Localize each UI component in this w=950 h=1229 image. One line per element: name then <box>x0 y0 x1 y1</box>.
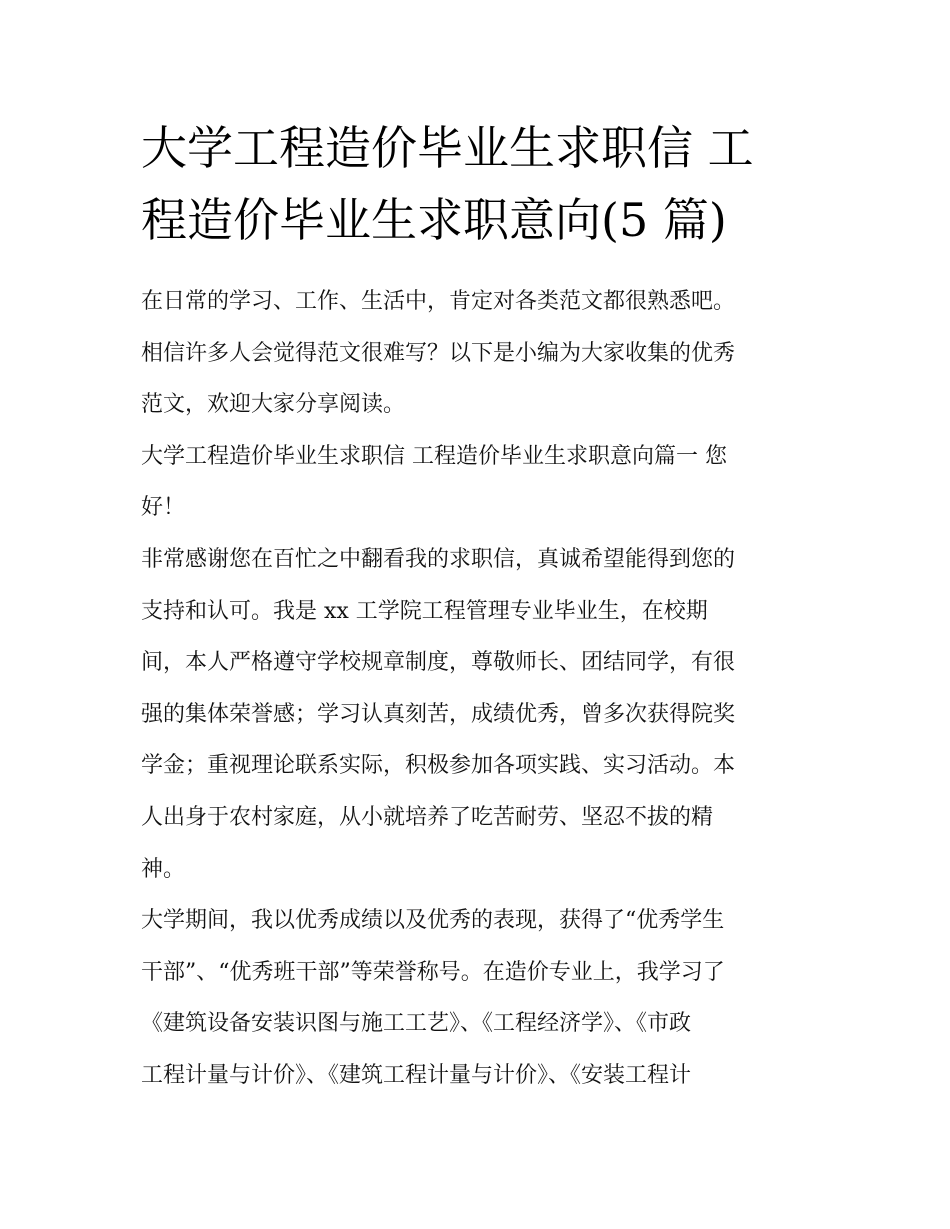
body-line: 干部”、“优秀班干部”等荣誉称号。在造价专业上，我学习了 <box>141 959 725 985</box>
body-line: 大学期间，我以优秀成绩以及优秀的表现，获得了“优秀学生 <box>141 908 725 934</box>
title-line: 程造价毕业生求职意向(5 篇) <box>141 193 727 247</box>
body-line: 人出身于农村家庭，从小就培养了吃苦耐劳、坚忍不拔的精 <box>141 804 714 830</box>
body-line: 相信许多人会觉得范文很难写？以下是小编为大家收集的优秀 <box>141 340 736 366</box>
body-line: 范文，欢迎大家分享阅读。 <box>141 392 406 418</box>
body-line: 间，本人严格遵守学校规章制度，尊敬师长、团结同学，有很 <box>141 650 736 676</box>
body-line: 《建筑设备安装识图与施工工艺》、《工程经济学》、《市政 <box>141 1011 692 1037</box>
document-body <box>141 276 821 1102</box>
body-line: 在日常的学习、工作、生活中，肯定对各类范文都很熟悉吧。 <box>141 289 736 314</box>
body-line: 学金；重视理论联系实际，积极参加各项实践、实习活动。本 <box>141 753 736 779</box>
body-line: 非常感谢您在百忙之中翻看我的求职信，真诚希望能得到您的 <box>141 546 736 572</box>
body-line: 工程计量与计价》、《建筑工程计量与计价》、《安装工程计 <box>141 1062 692 1088</box>
title-line: 大学工程造价毕业生求职信 工 <box>141 121 754 175</box>
body-line: 强的集体荣誉感；学习认真刻苦，成绩优秀，曾多次获得院奖 <box>141 701 736 727</box>
body-line: 好！ <box>141 495 186 521</box>
body-line: 支持和认可。我是 xx 工学院工程管理专业毕业生，在校期 <box>141 598 708 624</box>
body-line: 大学工程造价毕业生求职信 工程造价毕业生求职意向篇一 您 <box>141 443 727 469</box>
document-title <box>141 112 821 256</box>
body-line: 神。 <box>141 856 186 882</box>
